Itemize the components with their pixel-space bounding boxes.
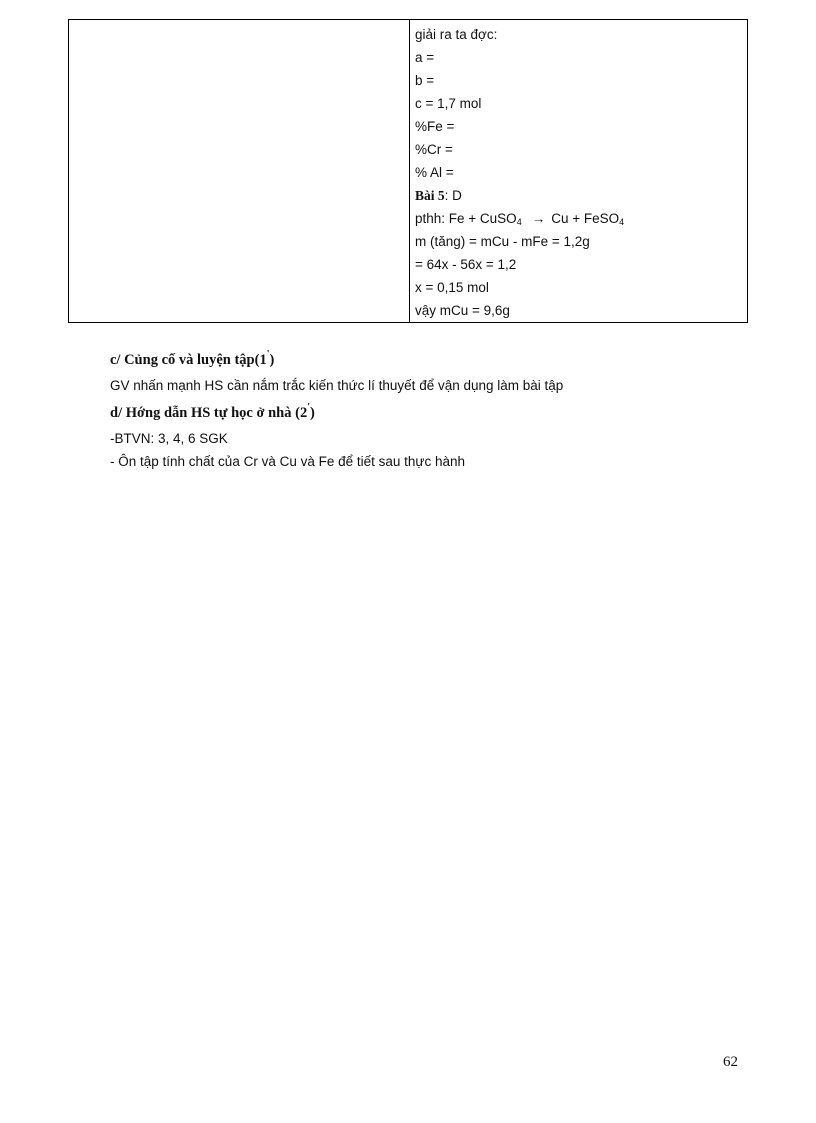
prime-mark: ' [307,402,310,413]
section-c-text: GV nhấn mạnh HS cần nắm trắc kiến thức lí thuyết để vận dụng làm bài tập [110,378,564,393]
section-c-heading-text: c/ Củng cố và luyện tập(1 [110,352,267,368]
homework-item: -BTVN: 3, 4, 6 SGK [110,431,228,446]
b-line: b = [415,73,435,88]
prime-mark: ' [266,349,270,360]
review-item: - Ôn tập tính chất của Cr và Cu và Fe để tiết sau thực hành [110,454,465,469]
section-c-heading [110,349,275,369]
percent-cr-line: %Cr = [415,142,453,157]
page-number: 62 [723,1054,738,1070]
bai5-line [415,184,747,207]
result-line: vậy mCu = 9,6g [415,303,510,318]
solve-line: giải ra ta đợc: [415,27,498,42]
subscript-4: 4 [516,217,522,227]
section-d-heading [110,402,315,422]
table-right-cell [410,20,747,322]
percent-fe-line: %Fe = [415,119,455,134]
table-left-cell [69,20,410,322]
bai5-answer: : D [444,188,462,203]
a-line: a = [415,50,435,65]
c-line: c = 1,7 mol [415,96,482,111]
mass-increase-line: m (tăng) = mCu - mFe = 1,2g [415,234,590,249]
mass-equation-line: = 64x - 56x = 1,2 [415,257,517,272]
percent-al-line: % Al = [415,165,454,180]
answer-table [68,19,748,323]
equation-products: Cu + FeSO [551,211,620,226]
equation-line [415,207,747,230]
heading-close-paren: ) [269,352,275,368]
section-d-heading-text: d/ Hớng dẫn HS tự học ở nhà (2 [110,405,308,421]
subscript-4: 4 [619,217,625,227]
reaction-arrow-icon: → [531,211,546,226]
x-value-line: x = 0,15 mol [415,280,489,295]
bai5-label: Bài 5 [415,188,445,203]
equation-reactants: pthh: Fe + CuSO [415,211,517,226]
heading-close-paren: ) [309,405,315,421]
